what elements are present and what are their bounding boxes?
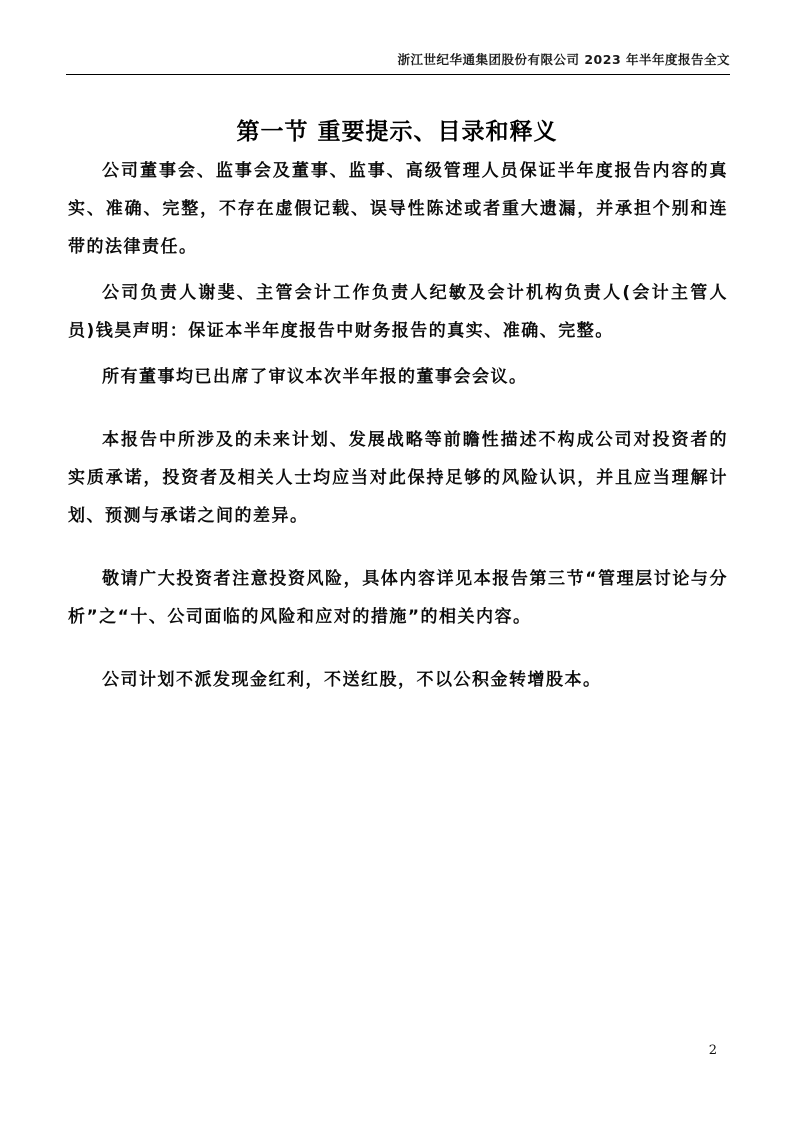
- paragraph-responsible-persons-declaration: 公司负责人谢斐、主管会计工作负责人纪敏及会计机构负责人(会计主管人员)钱昊声明：保证本半年度报告中财务报告的真实、准确、完整。: [68, 283, 728, 341]
- paragraph-risk-notice: 敬请广大投资者注意投资风险，具体内容详见本报告第三节“管理层讨论与分析”之“十、公司面临的风险和应对的措施”的相关内容。: [68, 569, 728, 627]
- paragraph-forward-looking-statement: 本报告中所涉及的未来计划、发展战略等前瞻性描述不构成公司对投资者的实质承诺，投资者及相关人士均应当对此保持足够的风险认识，并且应当理解计划、预测与承诺之间的差异。: [68, 430, 728, 526]
- report-header: 浙江世纪华通集团股份有限公司 2023 年半年度报告全文: [66, 50, 730, 75]
- page-number: 2: [708, 1043, 717, 1058]
- report-body: [68, 152, 728, 707]
- paragraph-directors-attendance: 所有董事均已出席了审议本次半年报的董事会会议。: [102, 367, 528, 387]
- section-title: 第一节 重要提示、目录和释义: [236, 119, 558, 146]
- paragraph-dividend-plan: 公司计划不派发现金红利，不送红股，不以公积金转增股本。: [102, 670, 602, 690]
- paragraph-board-assurance: 公司董事会、监事会及董事、监事、高级管理人员保证半年度报告内容的真实、准确、完整，不存在虚假记载、误导性陈述或者重大遗漏，并承担个别和连带的法律责任。: [68, 161, 728, 257]
